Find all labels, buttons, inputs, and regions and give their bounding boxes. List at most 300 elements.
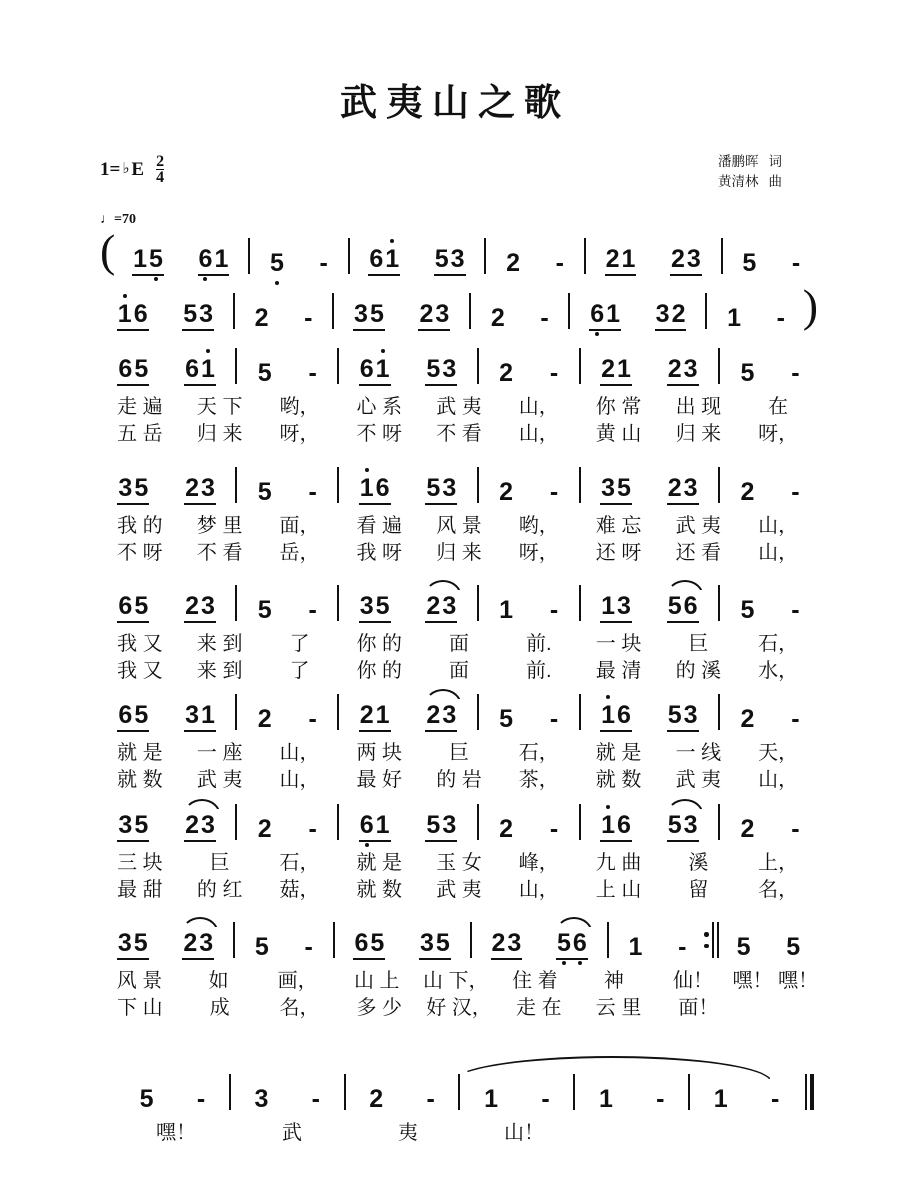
lyricist-role: 词 [768, 154, 782, 169]
note-5: 5 [139, 1085, 154, 1113]
beamed-note-group [589, 302, 621, 331]
lyric-line-verse-1 [118, 1116, 814, 1143]
lyric-cell: 上， [758, 852, 799, 874]
note-dash: - [319, 249, 328, 277]
lyric-cell: 的 红 [196, 879, 243, 901]
lyric-cell: 难 忘 [595, 515, 642, 537]
time-signature-numerator: 2 [156, 153, 165, 170]
lyric-cell: 就 是 [356, 852, 403, 874]
note-3: 3 [442, 701, 457, 729]
note-group [303, 306, 313, 331]
note-5: 5 [370, 929, 385, 957]
note-1: 1 [601, 811, 615, 839]
note-5: 5 [740, 359, 755, 387]
note-group [308, 598, 318, 623]
measure [100, 802, 233, 842]
note-6: 6 [185, 355, 199, 383]
lyric-cell: 你 的 [356, 660, 403, 682]
lyric-cell: 就 数 [595, 769, 642, 791]
measure [481, 692, 577, 732]
flat-symbol: ♭ [122, 161, 130, 178]
measure [583, 346, 716, 386]
note-5: 5 [740, 596, 755, 624]
measure [100, 920, 231, 960]
barline [348, 238, 350, 274]
note-group [308, 707, 318, 732]
note-group [540, 1087, 550, 1112]
barline [477, 348, 479, 384]
beamed-note-group [670, 247, 702, 276]
time-signature-denominator: 4 [156, 169, 165, 187]
measure [488, 236, 581, 276]
note-3: 3 [118, 811, 133, 839]
lyric-cell: 就 数 [356, 879, 403, 901]
note-2: 2 [183, 929, 198, 957]
measure [337, 920, 468, 960]
repeat-end-barline [704, 922, 719, 958]
note-group [739, 707, 755, 732]
note-1: 1 [601, 701, 615, 729]
note-1: 1 [713, 1085, 728, 1113]
final-thin-line [805, 1074, 807, 1110]
note-group [770, 1087, 780, 1112]
key-note: E [131, 158, 145, 180]
key-signature [100, 154, 164, 185]
note-group [498, 598, 514, 623]
beamed-note-group [667, 813, 699, 842]
lyric-cell: 山， [758, 542, 799, 564]
note-1: 1 [621, 245, 636, 273]
beamed-note-group [353, 931, 385, 960]
measure [725, 236, 818, 276]
note-group [539, 306, 549, 331]
note-5: 5 [134, 701, 149, 729]
note-group [598, 1087, 614, 1112]
note-group [257, 817, 273, 842]
note-dash: - [304, 933, 313, 961]
measure [100, 465, 233, 505]
note-1: 1 [598, 1085, 613, 1113]
note-1: 1 [375, 355, 390, 383]
note-2: 2 [426, 701, 441, 729]
note-group [505, 251, 521, 276]
beamed-note-group [132, 247, 164, 276]
note-dash: - [549, 359, 559, 387]
staff-system-intro-line-1 [0, 225, 910, 277]
note-2: 2 [254, 304, 269, 332]
lyric-cell: 哟， [518, 515, 559, 537]
note-6: 6 [375, 474, 390, 502]
note-dash: - [791, 478, 800, 506]
lyric-cell: 来 到 [196, 633, 243, 655]
beamed-note-group [117, 302, 149, 331]
measure [239, 692, 335, 732]
barline [579, 804, 581, 840]
time-signature [156, 154, 164, 185]
note-5: 5 [257, 478, 272, 506]
note-5: 5 [134, 811, 149, 839]
beamed-note-group [117, 476, 149, 505]
lyric-cell: 武 夷 [675, 515, 722, 537]
note-dash: - [308, 705, 317, 733]
note-5: 5 [736, 933, 751, 961]
staff-system-intro-line-2 [0, 280, 910, 332]
beamed-note-group [359, 357, 391, 386]
measure [583, 465, 716, 505]
note-2: 2 [490, 304, 505, 332]
note-group [257, 598, 273, 623]
measure-row [100, 692, 818, 732]
note-2: 2 [667, 474, 682, 502]
note-dash: - [311, 1085, 320, 1113]
note-6: 6 [118, 592, 133, 620]
beamed-note-group [600, 357, 632, 386]
lyric-cell: 玉 女 [436, 852, 482, 874]
slur-mark [183, 799, 221, 816]
lyrics-block [118, 1112, 814, 1143]
barline [721, 238, 723, 274]
beamed-note-group [667, 476, 699, 505]
lyric-cell: 神 [603, 970, 624, 992]
lyric-cell: 菇， [279, 879, 320, 901]
note-6: 6 [616, 701, 631, 729]
lyric-cell: 武 夷 [675, 769, 722, 791]
lyric-cell: 我 的 [117, 515, 163, 537]
note-dash: - [549, 478, 559, 506]
note-group [549, 817, 559, 842]
lyric-cell: 石， [279, 852, 320, 874]
note-group [549, 707, 559, 732]
barline [568, 293, 570, 329]
note-group [739, 361, 755, 386]
lyric-cell: 巨 [209, 852, 230, 874]
slur-mark [424, 580, 462, 597]
note-3: 3 [419, 929, 434, 957]
note-3: 3 [616, 592, 631, 620]
lyric-cell: 还 看 [675, 542, 722, 564]
note-2: 2 [257, 705, 272, 733]
note-2: 2 [605, 245, 620, 273]
measure [115, 236, 246, 276]
barline [233, 922, 235, 958]
lyric-cell: 一 块 [595, 633, 642, 655]
note-dash: - [555, 249, 564, 277]
note-group [490, 306, 506, 331]
note-5: 5 [375, 592, 390, 620]
note-3: 3 [683, 355, 698, 383]
note-2: 2 [499, 478, 514, 506]
note-1: 1 [359, 474, 374, 502]
measure [583, 692, 716, 732]
barline [718, 804, 720, 840]
note-group [257, 707, 273, 732]
note-3: 3 [450, 245, 465, 273]
note-group [253, 1087, 269, 1112]
measure [481, 583, 577, 623]
lyric-cell: 了 [289, 660, 310, 682]
lyric-cell: 山！ [504, 1122, 544, 1144]
beamed-note-group [368, 247, 400, 276]
note-5: 5 [369, 300, 384, 328]
note-group [303, 935, 313, 960]
note-5: 5 [499, 705, 514, 733]
lyric-cell: 茶， [518, 769, 559, 791]
note-6: 6 [369, 245, 384, 273]
note-dash: - [791, 249, 801, 277]
lyrics-block [100, 505, 818, 563]
note-5: 5 [426, 811, 441, 839]
lyric-cell: 最 甜 [117, 879, 163, 901]
beamed-note-group [667, 703, 699, 732]
note-3: 3 [507, 929, 522, 957]
measure [473, 291, 566, 331]
note-dash: - [791, 359, 800, 387]
intro-close-paren: ) [802, 280, 819, 331]
lyric-cell: 的 溪 [675, 660, 722, 682]
lyric-cell: 山， [279, 742, 320, 764]
lyric-cell: 就 是 [117, 742, 163, 764]
measure [722, 802, 818, 842]
lyric-cell: 岳， [279, 542, 320, 564]
note-5: 5 [257, 596, 272, 624]
lyric-cell: 不 呀 [117, 542, 163, 564]
beamed-note-group [182, 931, 214, 960]
lyrics-block [100, 842, 818, 900]
final-thick-line [810, 1074, 814, 1110]
note-2: 2 [499, 815, 514, 843]
measure [239, 583, 335, 623]
beamed-note-group [667, 357, 699, 386]
note-dash: - [791, 596, 800, 624]
staff-system-verse-line-5 [0, 802, 910, 900]
measure-tail [719, 920, 818, 960]
lyric-cell: 两 块 [356, 742, 403, 764]
note-3: 3 [201, 474, 215, 502]
note-3: 3 [359, 592, 374, 620]
barline [337, 694, 339, 730]
lyric-cell: 归 来 [675, 423, 722, 445]
intro-open-paren: ( [100, 225, 116, 276]
lyric-cell: 三 块 [117, 852, 163, 874]
note-3: 3 [601, 474, 615, 502]
note-1: 1 [499, 596, 514, 624]
composer-line [718, 172, 782, 192]
composer-role: 曲 [768, 174, 782, 190]
lyric-cell: 上 山 [595, 879, 642, 901]
barline [337, 804, 339, 840]
note-3: 3 [201, 811, 215, 839]
beamed-note-group [600, 813, 632, 842]
measure-row [115, 236, 818, 276]
beamed-note-group [184, 357, 216, 386]
note-group [739, 480, 755, 505]
slur-mark [555, 917, 593, 934]
barline [248, 238, 250, 274]
note-group [790, 361, 800, 386]
measure [352, 236, 483, 276]
lyricist-line [718, 152, 782, 172]
beamed-note-group [425, 703, 457, 732]
note-5: 5 [134, 592, 149, 620]
measure [348, 1072, 457, 1112]
beamed-note-group [556, 931, 588, 960]
measure [239, 802, 335, 842]
note-dash: - [308, 478, 317, 506]
repeat-thin-line [712, 922, 714, 958]
note-1: 1 [616, 355, 631, 383]
note-2: 2 [359, 701, 374, 729]
lyric-cell: 在 [768, 396, 789, 418]
note-3: 3 [117, 929, 132, 957]
lyric-line-verse-1 [100, 736, 818, 763]
lyric-cell: 嘿！ [156, 1122, 196, 1144]
lyric-line-verse-2 [100, 654, 818, 681]
beamed-note-group [425, 813, 457, 842]
note-group [790, 598, 800, 623]
lyric-cell: 面！ [678, 997, 719, 1019]
lyric-cell: 水， [758, 660, 799, 682]
measure [100, 346, 233, 386]
measure [100, 291, 231, 331]
measure [341, 583, 474, 623]
note-dash: - [776, 304, 785, 332]
beamed-note-group [184, 594, 216, 623]
measure [722, 346, 818, 386]
lyric-cell: 面， [279, 515, 320, 537]
slur-mark [181, 917, 219, 934]
note-group [736, 935, 752, 960]
note-3: 3 [354, 300, 368, 328]
note-dash: - [540, 304, 549, 332]
note-dash: - [791, 815, 800, 843]
lyric-cell: 名， [279, 997, 320, 1019]
measure [583, 802, 716, 842]
note-group [655, 1087, 665, 1112]
beamed-note-group [117, 931, 149, 960]
note-3: 3 [118, 474, 133, 502]
measure [481, 802, 577, 842]
note-1: 1 [727, 304, 741, 332]
lyric-cell: 呀， [758, 423, 799, 445]
note-5: 5 [434, 245, 449, 273]
page-title: 武夷山之歌 [340, 82, 570, 123]
note-dash: - [549, 705, 559, 733]
measure [722, 465, 818, 505]
note-6: 6 [616, 811, 631, 839]
lyric-cell: 成 [209, 997, 230, 1019]
lyric-cell: 黄 山 [595, 423, 642, 445]
lyric-cell: 住 着 [512, 970, 558, 992]
beamed-note-group [184, 476, 216, 505]
note-dash: - [656, 1085, 665, 1113]
measure-row [100, 465, 818, 505]
note-group [790, 480, 800, 505]
lyric-cell: 呀， [518, 542, 559, 564]
note-3: 3 [435, 300, 450, 328]
note-dash: - [308, 359, 317, 387]
note-1: 1 [117, 300, 132, 328]
lyrics-block [100, 623, 818, 681]
note-1: 1 [201, 355, 215, 383]
lyric-cell: 山， [518, 879, 559, 901]
beamed-note-group [600, 594, 632, 623]
lyric-cell: 画， [277, 970, 318, 992]
note-group [776, 306, 786, 331]
lyric-cell: 天， [758, 742, 799, 764]
staff-system-verse-line-1 [0, 346, 910, 444]
lyric-cell: 我 又 [117, 660, 163, 682]
note-group [549, 361, 559, 386]
lyric-cell: 武 [282, 1122, 302, 1144]
staff-system-verse-line-2 [0, 465, 910, 563]
barline [477, 467, 479, 503]
beamed-note-group [419, 931, 451, 960]
measure [100, 583, 233, 623]
barline [718, 348, 720, 384]
note-group [739, 598, 755, 623]
lyric-cell: 面 [449, 660, 470, 682]
measure [481, 465, 577, 505]
beamed-note-group [434, 247, 466, 276]
barline [233, 293, 235, 329]
note-group [269, 251, 285, 276]
note-dash: - [304, 304, 313, 332]
lyric-cell: 走 在 [516, 997, 562, 1019]
slur-mark [666, 799, 704, 816]
measure [722, 692, 818, 732]
barline [337, 467, 339, 503]
note-group [498, 480, 514, 505]
beamed-note-group [198, 247, 230, 276]
barline [705, 293, 707, 329]
lyric-cell: 你 的 [356, 633, 403, 655]
note-group [308, 817, 318, 842]
lyric-cell: 天 下 [196, 396, 243, 418]
note-1: 1 [628, 933, 643, 961]
measure [572, 291, 703, 331]
note-group [254, 935, 270, 960]
note-2: 2 [185, 474, 199, 502]
measure-row [100, 583, 818, 623]
note-5: 5 [269, 249, 284, 277]
measure [341, 346, 474, 386]
note-2: 2 [740, 815, 755, 843]
lyric-cell: 就 数 [117, 769, 163, 791]
lyric-line-verse-1 [100, 627, 818, 654]
measure-row [100, 346, 818, 386]
measure-row [100, 802, 818, 842]
note-6: 6 [572, 929, 587, 957]
note-group [498, 817, 514, 842]
barline [235, 348, 237, 384]
measure [336, 291, 467, 331]
note-3: 3 [442, 474, 457, 502]
note-group [368, 1087, 384, 1112]
note-5: 5 [149, 245, 163, 273]
barline [484, 238, 486, 274]
repeat-dots [704, 932, 709, 948]
staff-system-verse-line-3 [0, 583, 910, 681]
note-2: 2 [671, 300, 686, 328]
slur-mark [666, 580, 704, 597]
note-1: 1 [484, 1085, 499, 1113]
lyric-cell: 我 呀 [356, 542, 403, 564]
beamed-note-group [184, 703, 216, 732]
coda-tie [452, 1056, 772, 1082]
note-group [498, 707, 514, 732]
note-group [713, 1087, 729, 1112]
note-6: 6 [683, 592, 698, 620]
